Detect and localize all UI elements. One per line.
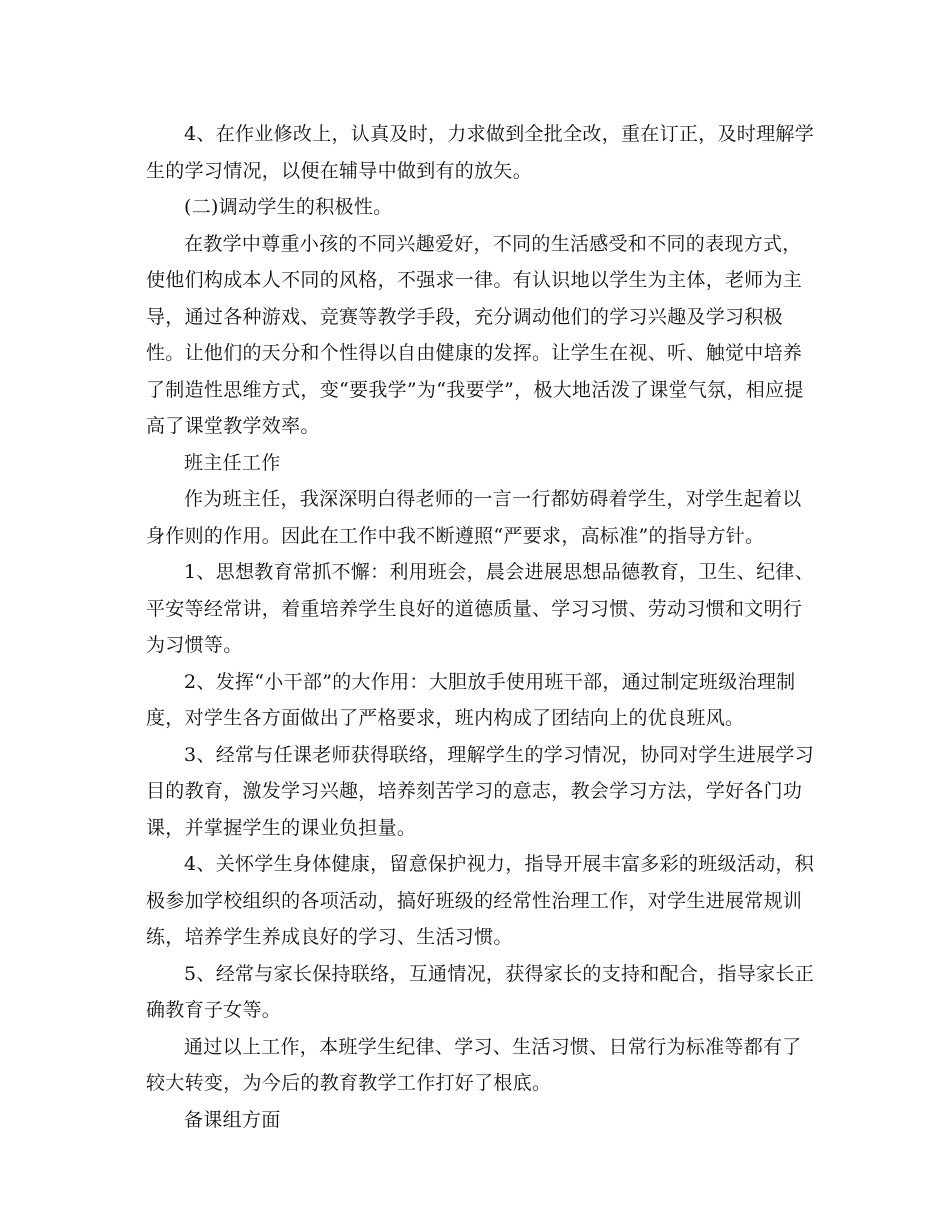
paragraph-summary: 通过以上工作，本班学生纪律、学习、生活习惯、日常行为标准等都有了较大转变，为今后的教育教学工作打好了根底。: [146, 1035, 802, 1094]
paragraph-item-4-health-activities: 4、关怀学生身体健康，留意保护视力，指导开展丰富多彩的班级活动，积极参加学校组织的各项活动，搞好班级的经常性治理工作，对学生进展常规训练，培养学生养成良好的学习、生活习惯。: [146, 853, 814, 948]
document-body: [146, 116, 814, 1138]
paragraph-subheading-motivation: (二)调动学生的积极性。: [184, 196, 393, 218]
paragraph-teaching-interest: 在教学中尊重小孩的不同兴趣爱好，不同的生活感受和不同的表现方式，使他们构成本人不同的风格，不强求一律。有认识地以学生为主体，老师为主导，通过各种游戏、竞赛等教学手段，充分调动他们的学习兴趣及学习积极性。让他们的天分和个性得以自由健康的发挥。让学生在视、听、触觉中培养了制造性思维方式，变“要我学”为“我要学”，极大地活泼了课堂气氛，相应提高了课堂教学效率。: [146, 232, 804, 437]
paragraph-item-1-moral-education: 1、思想教育常抓不懈：利用班会，晨会进展思想品德教育，卫生、纪律、平安等经常讲，着重培养学生良好的道德质量、学习习惯、劳动习惯和文明行为习惯等。: [146, 561, 814, 656]
paragraph-item-5-parent-contact: 5、经常与家长保持联络，互通情况，获得家长的支持和配合，指导家长正确教育子女等。: [146, 962, 814, 1021]
section-heading-class-teacher: 班主任工作: [184, 451, 281, 474]
paragraph-item-2-class-cadres: 2、发挥“小干部”的大作用：大胆放手使用班干部，通过制定班级治理制度，对学生各方面做出了严格要求，班内构成了团结向上的优良班风。: [146, 670, 796, 729]
section-heading-lesson-group: 备课组方面: [184, 1108, 281, 1131]
paragraph-homework-correction: 4、在作业修改上，认真及时，力求做到全批全改，重在订正，及时理解学生的学习情况，以便在辅导中做到有的放矢。: [146, 123, 814, 182]
paragraph-class-teacher-intro: 作为班主任，我深深明白得老师的一言一行都妨碍着学生，对学生起着以身作则的作用。因此在工作中我不断遵照“严要求，高标准”的指导方针。: [146, 488, 802, 547]
paragraph-item-3-teacher-contact: 3、经常与任课老师获得联络，理解学生的学习情况，协同对学生进展学习目的教育，激发学习兴趣，培养刻苦学习的意志，教会学习方法，学好各门功课，并掌握学生的课业负担量。: [146, 743, 814, 839]
